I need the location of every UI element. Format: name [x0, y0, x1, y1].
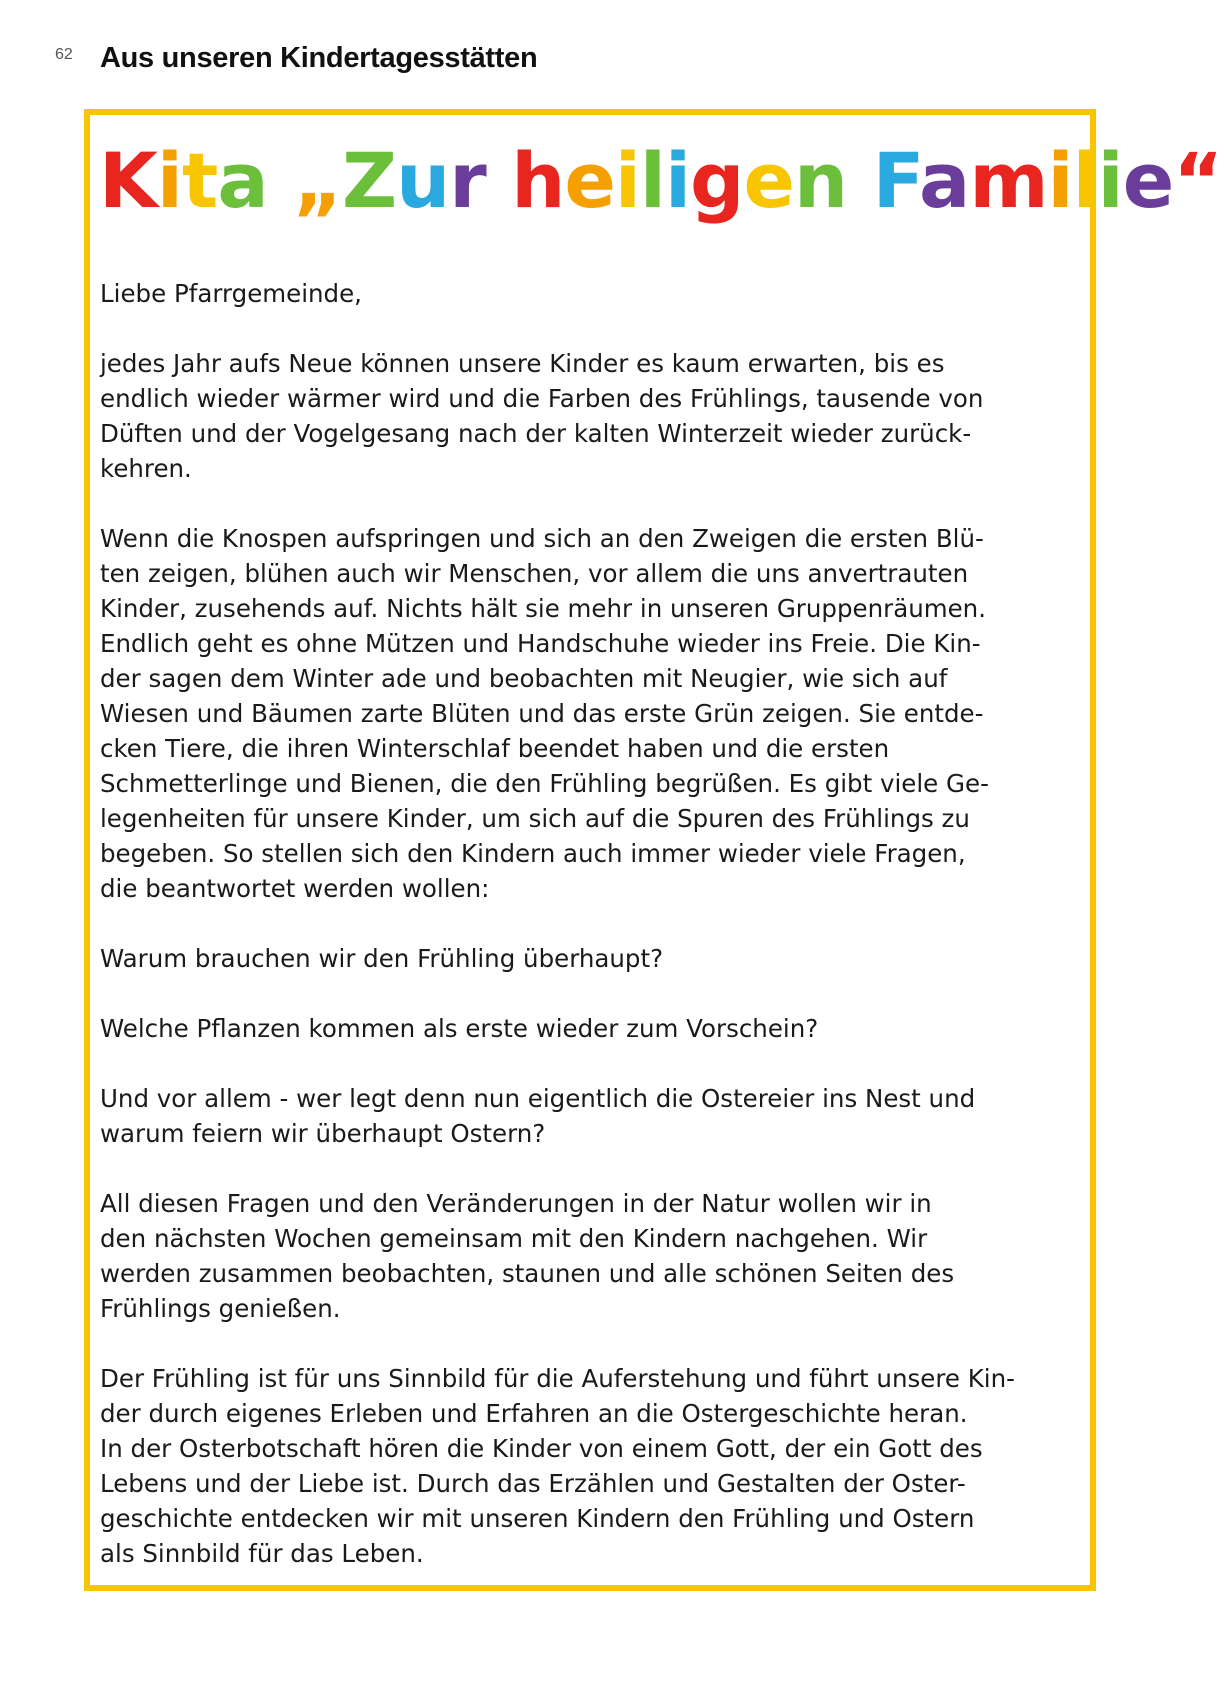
- paragraph-line: cken Tiere, die ihren Winterschlaf beendet haben und die ersten: [100, 734, 890, 763]
- paragraph-line: jedes Jahr aufs Neue können unsere Kinder es kaum erwarten, bis es: [100, 349, 945, 378]
- title-letter: e: [1122, 136, 1174, 225]
- paragraph-line: der durch eigenes Erleben und Erfahren an die Ostergeschichte heran.: [100, 1399, 968, 1428]
- paragraph-line: Lebens und der Liebe ist. Durch das Erzählen und Gestalten der Oster-: [100, 1469, 966, 1498]
- paragraph-line: kehren.: [100, 454, 192, 483]
- title-letter: u: [396, 136, 450, 225]
- paragraph-line: Und vor allem - wer legt denn nun eigentlich die Ostereier ins Nest und: [100, 1084, 976, 1113]
- title-letter: e: [743, 136, 794, 225]
- title-letter: h: [511, 136, 565, 225]
- title-letter: l: [1072, 136, 1098, 225]
- paragraph-line: als Sinnbild für das Leben.: [100, 1539, 424, 1568]
- letter-paragraph: [100, 521, 1092, 906]
- paragraph-line: Wenn die Knospen aufspringen und sich an den Zweigen die ersten Blü-: [100, 524, 984, 553]
- title-letter: „: [293, 136, 343, 225]
- title-letter: [268, 136, 293, 225]
- paragraph-line: endlich wieder wärmer wird und die Farben des Frühlings, tausende von: [100, 384, 984, 413]
- letter-paragraph: [100, 941, 1092, 976]
- letter-paragraph: [100, 1186, 1092, 1326]
- title-letter: g: [690, 136, 744, 225]
- title-letter: “: [1173, 136, 1222, 225]
- title-letter: F: [872, 136, 920, 225]
- paragraph-line: geschichte entdecken wir mit unseren Kindern den Frühling und Ostern: [100, 1504, 975, 1533]
- title-letter: r: [449, 136, 486, 225]
- title-letter: l: [639, 136, 665, 225]
- title-letter: m: [969, 136, 1048, 225]
- title-letter: a: [919, 136, 970, 225]
- page-number: 62: [55, 46, 73, 63]
- paragraph-line: Liebe Pfarrgemeinde,: [100, 279, 362, 308]
- paragraph-line: Wiesen und Bäumen zarte Blüten und das erste Grün zeigen. Sie entde-: [100, 699, 984, 728]
- section-header: Aus unseren Kindertagesstätten: [100, 42, 538, 74]
- paragraph-line: werden zusammen beobachten, staunen und alle schönen Seiten des: [100, 1259, 955, 1288]
- paragraph-line: legenheiten für unsere Kinder, um sich auf die Spuren des Frühlings zu: [100, 804, 970, 833]
- letter-paragraph: [100, 1081, 1092, 1151]
- paragraph-line: Der Frühling ist für uns Sinnbild für die Auferstehung und führt unsere Kin-: [100, 1364, 1015, 1393]
- paragraph-line: Düften und der Vogelgesang nach der kalten Winterzeit wieder zurück-: [100, 419, 972, 448]
- paragraph-line: Welche Pflanzen kommen als erste wieder zum Vorschein?: [100, 1014, 819, 1043]
- paragraph-line: Warum brauchen wir den Frühling überhaupt?: [100, 944, 664, 973]
- paragraph-line: die beantwortet werden wollen:: [100, 874, 490, 903]
- letter-paragraph: [100, 1361, 1092, 1571]
- title-letter: K: [99, 136, 157, 225]
- title-letter: i: [1047, 136, 1073, 225]
- paragraph-line: der sagen dem Winter ade und beobachten mit Neugier, wie sich auf: [100, 664, 948, 693]
- letter-body: [100, 276, 1092, 1606]
- title-letter: i: [1097, 136, 1123, 225]
- title-letter: i: [614, 136, 640, 225]
- title-letter: e: [564, 136, 615, 225]
- letter-paragraph: [100, 346, 1092, 486]
- paragraph-line: Frühlings genießen.: [100, 1294, 341, 1323]
- paragraph-line: Endlich geht es ohne Mützen und Handschuhe wieder ins Freie. Die Kin-: [100, 629, 981, 658]
- title-letter: i: [156, 136, 182, 225]
- title-letter: [486, 136, 511, 225]
- title-letter: n: [794, 136, 848, 225]
- title-letter: Z: [342, 136, 397, 225]
- title-letter: t: [181, 136, 218, 225]
- paragraph-line: Schmetterlinge und Bienen, die den Frühling begrüßen. Es gibt viele Ge-: [100, 769, 989, 798]
- paragraph-line: ten zeigen, blühen auch wir Menschen, vor allem die uns anvertrauten: [100, 559, 969, 588]
- letter-paragraph: [100, 1011, 1092, 1046]
- title-letter: a: [217, 136, 268, 225]
- paragraph-line: begeben. So stellen sich den Kindern auch immer wieder viele Fragen,: [100, 839, 966, 868]
- title-letter: i: [664, 136, 691, 225]
- page-title: [99, 126, 1222, 236]
- paragraph-line: Kinder, zusehends auf. Nichts hält sie mehr in unseren Gruppenräumen.: [100, 594, 986, 623]
- letter-paragraph: [100, 276, 1092, 311]
- paragraph-line: All diesen Fragen und den Veränderungen in der Natur wollen wir in: [100, 1189, 932, 1218]
- paragraph-line: den nächsten Wochen gemeinsam mit den Kindern nachgehen. Wir: [100, 1224, 928, 1253]
- title-letter: [847, 136, 872, 225]
- paragraph-line: warum feiern wir überhaupt Ostern?: [100, 1119, 546, 1148]
- paragraph-line: In der Osterbotschaft hören die Kinder von einem Gott, der ein Gott des: [100, 1434, 983, 1463]
